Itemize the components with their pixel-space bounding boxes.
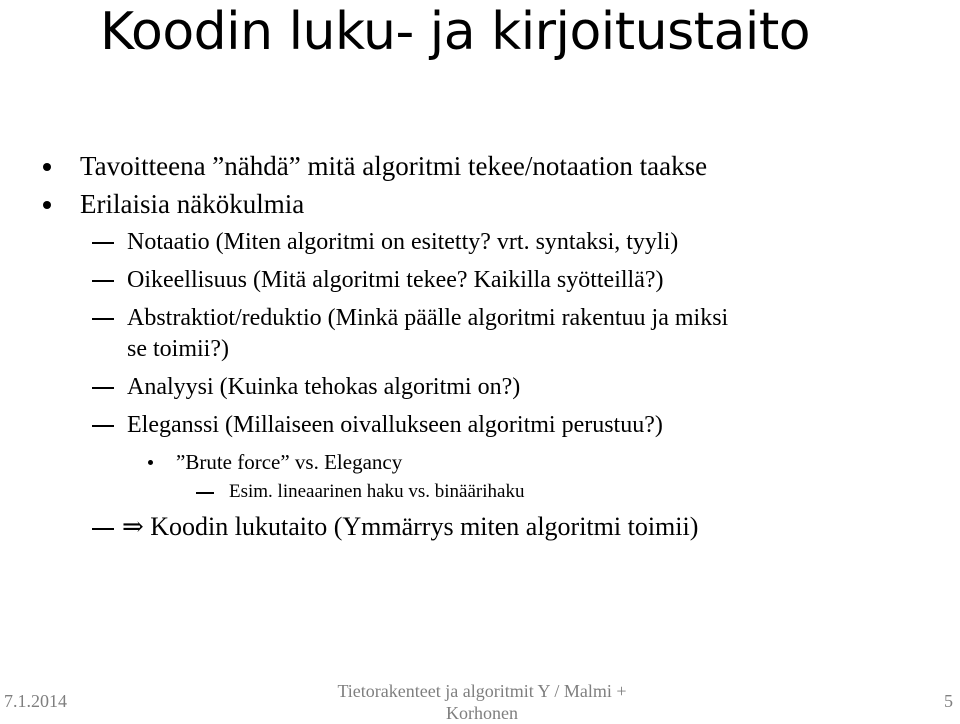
dash-marker [92,318,114,320]
dash-marker [92,280,114,282]
sub-sub-item-brute-force: ”Brute force” vs. Elegancy [176,450,403,474]
dash-marker [92,242,114,244]
sub-item-elegance: Eleganssi (Millaiseen oivallukseen algoritmi perustuu?) [127,412,663,438]
conclusion-code-literacy: ⇒ Koodin lukutaito (Ymmärrys miten algoritmi toimii) [122,512,699,541]
dash-marker [92,528,114,530]
dash-marker [196,492,214,494]
bullet-item-goal: Tavoitteena ”nähdä” mitä algoritmi tekee/notaation taakse [80,151,708,181]
bullet-dot-small [148,460,153,465]
sub-item-abstraction: Abstraktiot/reduktio (Minkä päälle algoritmi rakentuu ja miksi [127,305,729,331]
sub-item-abstraction-cont: se toimii?) [127,336,229,362]
sub-item-correctness: Oikeellisuus (Mitä algoritmi tekee? Kaikilla syötteillä?) [127,267,664,293]
footer-course-line1: Tietorakenteet ja algoritmit Y / Malmi + [337,681,627,701]
footer-course [282,680,682,724]
sub-item-notation: Notaatio (Miten algoritmi on esitetty? vrt. syntaksi, tyyli) [127,229,679,255]
bullet-dot [43,201,51,209]
bullet-dot [43,163,51,171]
slide-title: Koodin luku- ja kirjoitustaito [100,2,811,62]
footer-date: 7.1.2014 [4,691,67,711]
bullet-item-perspectives: Erilaisia näkökulmia [80,189,305,219]
dash-marker [92,425,114,427]
footer-page-number: 5 [944,691,953,711]
sub-sub-sub-item-search-example: Esim. lineaarinen haku vs. binäärihaku [229,481,525,502]
sub-item-analysis: Analyysi (Kuinka tehokas algoritmi on?) [127,374,521,400]
dash-marker [92,387,114,389]
footer-course-line2: Korhonen [446,703,518,723]
